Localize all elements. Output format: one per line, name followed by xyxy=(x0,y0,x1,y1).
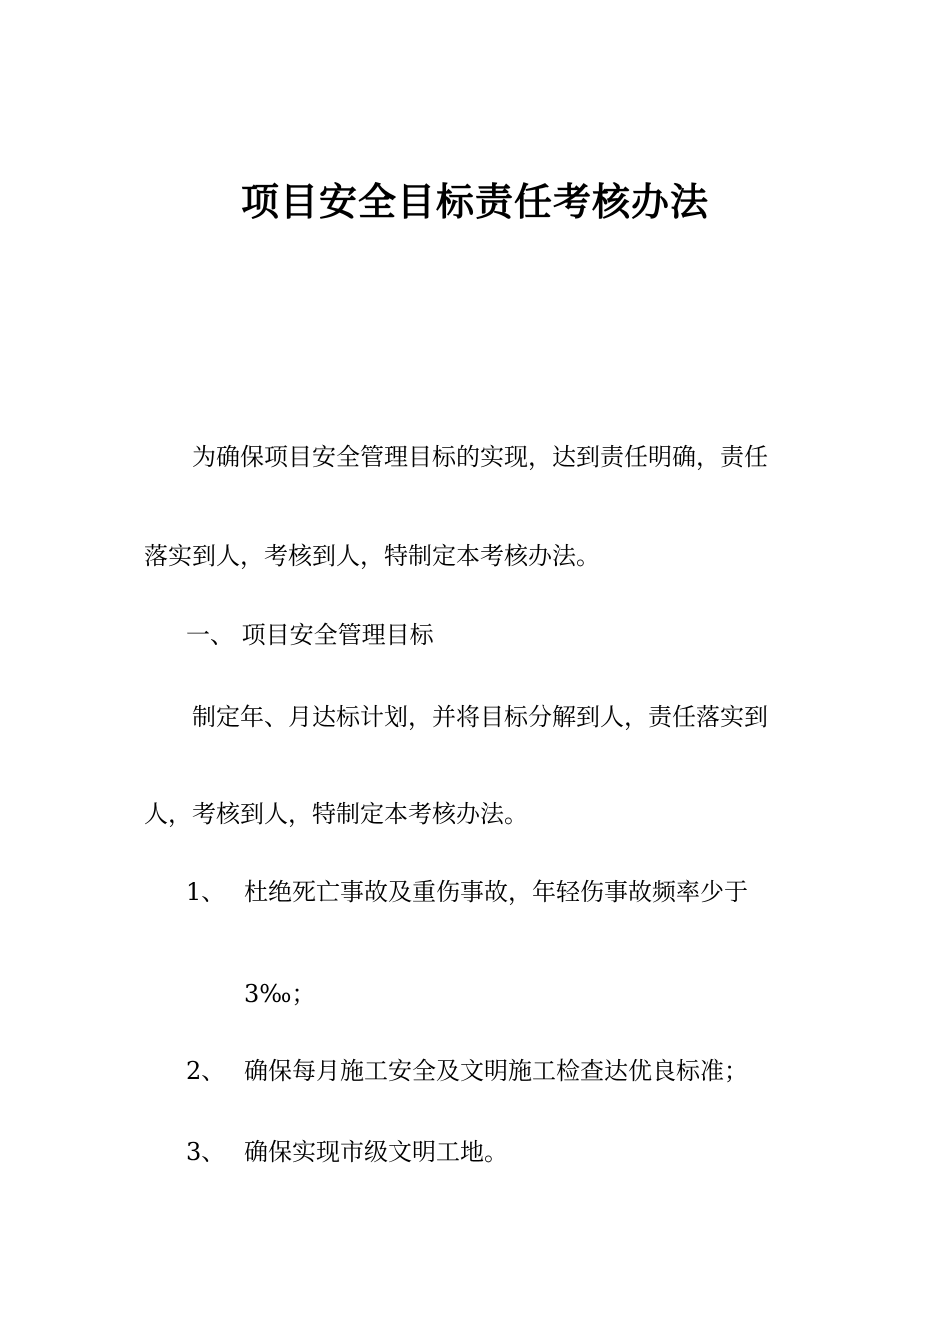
list-item xyxy=(186,1135,508,1169)
list-item-continuation: 3‰； xyxy=(244,980,316,1008)
document-title: 项目安全目标责任考核办法 xyxy=(240,179,709,224)
section-heading: 一、 项目安全管理目标 xyxy=(186,621,434,649)
list-item-text: 确保实现市级文明工地。 xyxy=(244,1138,508,1166)
list-item xyxy=(186,875,748,909)
list-item-number: 1、 xyxy=(186,878,226,906)
section-paragraph-line-2: 人，考核到人，特制定本考核办法。 xyxy=(144,800,528,828)
list-item xyxy=(186,1054,748,1088)
list-item-number: 3、 xyxy=(186,1138,226,1166)
intro-paragraph-line-1: 为确保项目安全管理目标的实现，达到责任明确，责任 xyxy=(192,443,768,471)
list-item-number: 2、 xyxy=(186,1057,226,1085)
list-item-text: 确保每月施工安全及文明施工检查达优良标准； xyxy=(244,1057,748,1085)
section-paragraph-line-1: 制定年、月达标计划，并将目标分解到人，责任落实到 xyxy=(192,703,768,731)
intro-paragraph-line-2: 落实到人，考核到人，特制定本考核办法。 xyxy=(144,542,600,570)
list-item-text: 杜绝死亡事故及重伤事故，年轻伤事故频率少于 xyxy=(244,878,748,906)
